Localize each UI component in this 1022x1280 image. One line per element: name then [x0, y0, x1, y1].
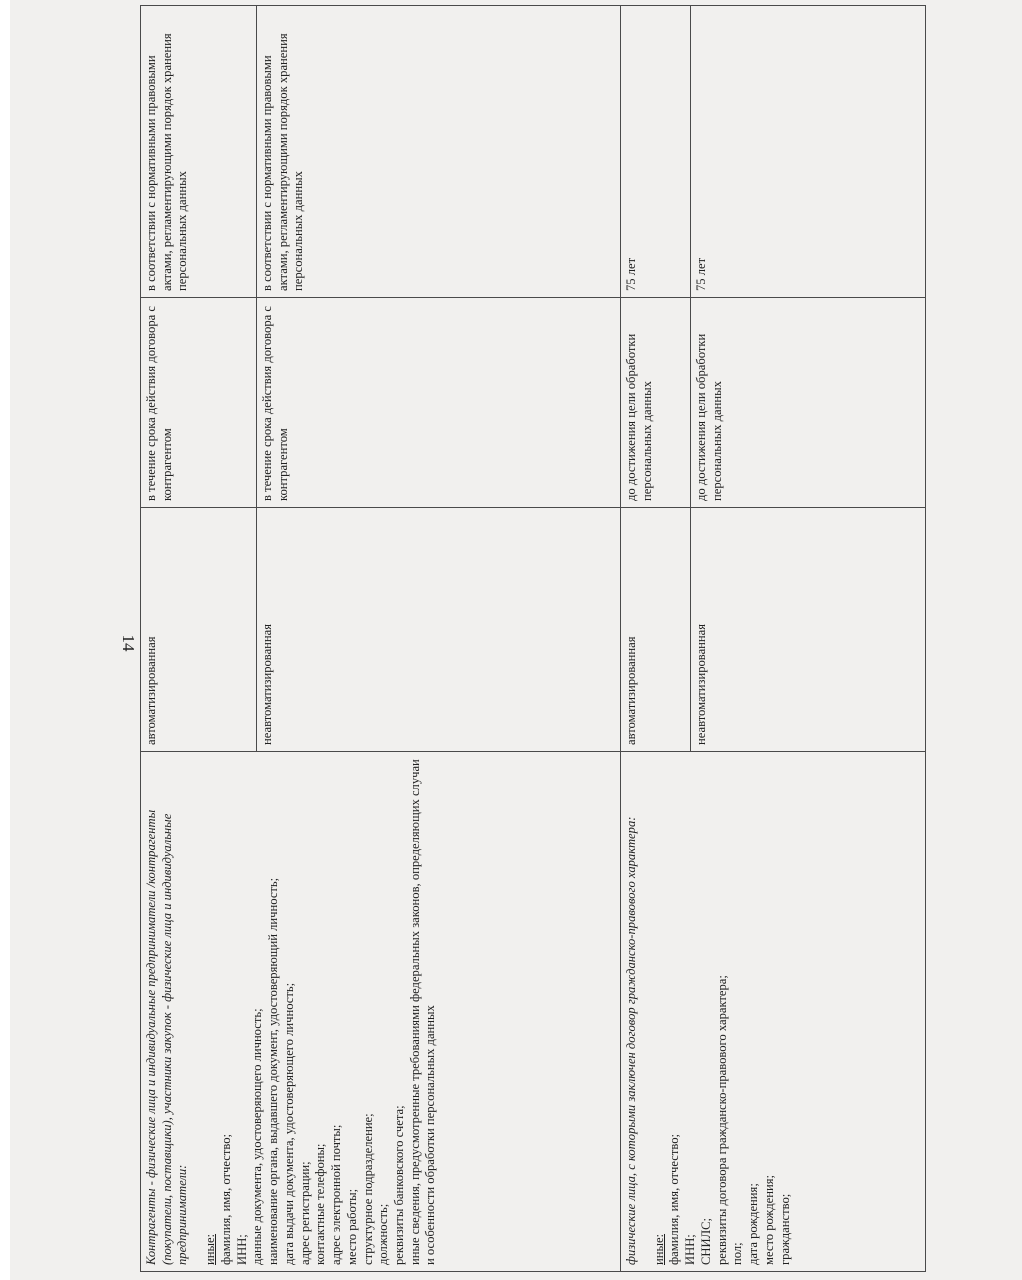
subheading: иные:	[651, 1233, 666, 1265]
storage-term-cell: в соответствии с нормативными правовыми актами, регламентирующими порядок хранения персональных данных	[257, 6, 621, 298]
list-item: данные документа, удостоверяющего личность;	[250, 1008, 265, 1265]
rotated-table-wrapper	[140, 6, 926, 1272]
list-item: структурное подразделение;	[360, 1113, 375, 1265]
list-item: фамилия, имя, отчество;	[218, 1134, 233, 1265]
processing-term-cell: в течение срока действия договора с контрагентом	[257, 298, 621, 508]
list-item: ИНН;	[683, 1234, 698, 1265]
list-item: место рождения;	[761, 1175, 776, 1265]
list-item: реквизиты банковского счета;	[392, 1105, 407, 1265]
list-item: должность;	[376, 1203, 391, 1265]
processing-method-cell: автоматизированная	[141, 508, 257, 752]
list-item: СНИЛС;	[698, 1217, 713, 1265]
processing-term-cell: до достижения цели обработки персональных данных	[621, 298, 691, 508]
list-item: место работы;	[344, 1188, 359, 1265]
processing-method-cell: неавтоматизированная	[691, 508, 926, 752]
page-number: 14	[119, 634, 138, 652]
processing-term-cell: до достижения цели обработки персональных данных	[691, 298, 926, 508]
category-cell	[621, 752, 926, 1272]
category-title: Контрагенты - физические лица и индивидуальные предприниматели /контрагенты (покупатели, поставщики), участники закупок - физические лица и индивидуальные предприниматели:	[144, 809, 190, 1265]
processing-method-cell: неавтоматизированная	[257, 508, 621, 752]
table-row	[621, 6, 691, 1272]
subheading: иные:	[203, 1233, 218, 1265]
processing-method-cell: автоматизированная	[621, 508, 691, 752]
storage-term-cell: 75 лет	[691, 6, 926, 298]
list-item: пол;	[730, 1242, 745, 1265]
list-item: гражданство;	[777, 1193, 792, 1265]
processing-term-cell: в течение срока действия договора с контрагентом	[141, 298, 257, 508]
list-item: адрес регистрации;	[297, 1161, 312, 1265]
list-item: реквизиты договора гражданско-правового характера;	[714, 975, 729, 1265]
list-item: иные сведения, предусмотренные требованиями федеральных законов, определяющих случаи и особенности обработки персональных данных	[407, 759, 438, 1265]
storage-term-cell: 75 лет	[621, 6, 691, 298]
list-item: дата выдачи документа, удостоверяющего личность;	[281, 982, 296, 1265]
category-title: физические лица, с которыми заключен договор гражданско-правового характера:	[624, 816, 638, 1265]
list-item: ИНН;	[234, 1234, 249, 1265]
list-item: адрес электронной почты;	[329, 1124, 344, 1265]
list-item: дата рождения;	[746, 1183, 761, 1265]
category-cell	[141, 752, 621, 1272]
list-item: фамилия, имя, отчество;	[667, 1134, 682, 1265]
list-item: наименование органа, выдавшего документ, удостоверяющий личность;	[266, 877, 281, 1265]
table-row	[141, 6, 257, 1272]
personal-data-table	[140, 5, 926, 1272]
list-item: контактные телефоны;	[313, 1143, 328, 1265]
storage-term-cell: в соответствии с нормативными правовыми актами, регламентирующими порядок хранения персональных данных	[141, 6, 257, 298]
